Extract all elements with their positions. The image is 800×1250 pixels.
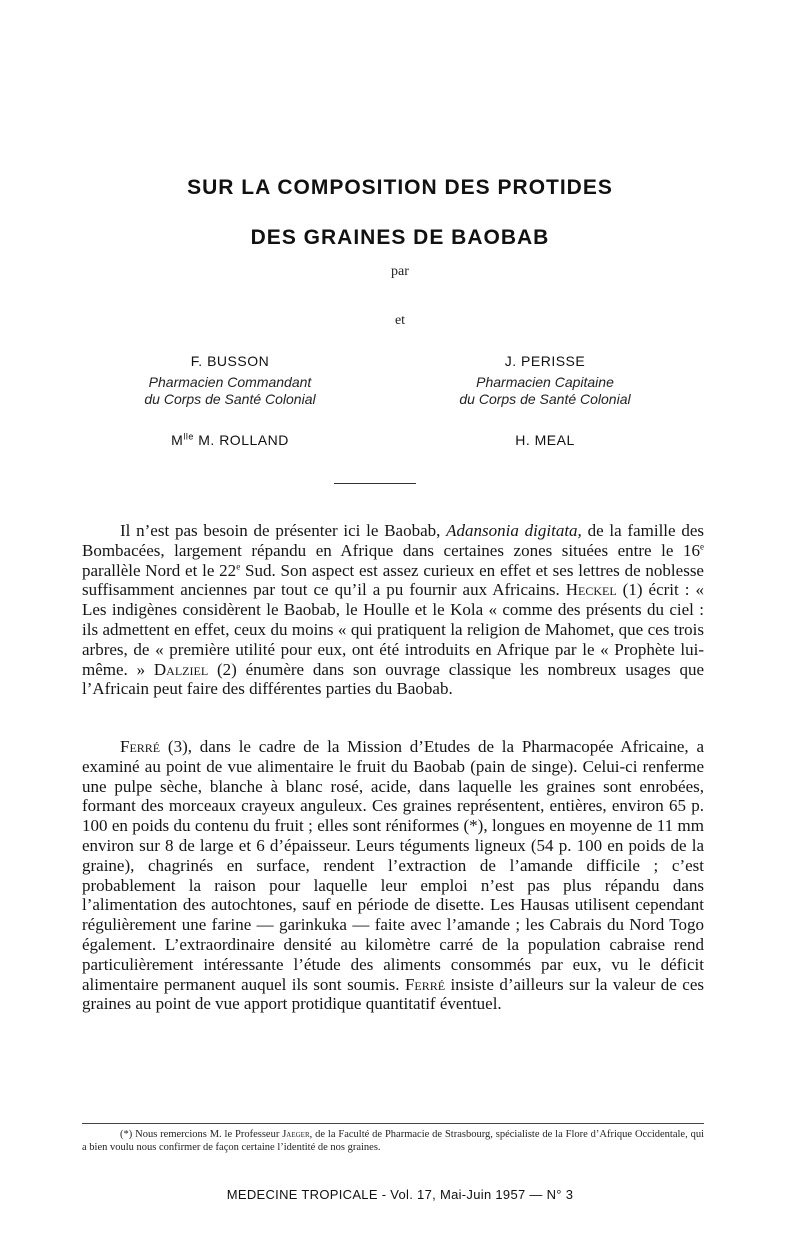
text-run: , de la Faculté de Pharmacie de Strasbourg, spécialiste de la Flore d’Afrique Occidentale, qui a bien voulu nous confirmer de façon certaine l’identité de nos graines. <box>82 1129 704 1153</box>
text-run: de la famille des Bombacées, largement répandu en Afrique dans certaines zones situées entre le 16 <box>82 521 704 560</box>
cited-author-ferre: Ferré <box>404 974 446 994</box>
text-run: (*) Nous remercions M. le Professeur <box>120 1129 283 1140</box>
article-title-line-2: DES GRAINES DE BAOBAB <box>250 226 550 249</box>
ordinal-sup: e <box>236 560 241 571</box>
author-name: M. ROLLAND <box>193 432 289 448</box>
byline-par: par <box>391 264 409 279</box>
text-run: Il n’est pas besoin de présenter ici le Baobab, <box>120 521 447 540</box>
cited-author-ferre: Ferré <box>120 737 161 756</box>
text-run: insiste d’ailleurs sur la valeur de ces graines au point de vue apport protidique quantitatif éventuel. <box>82 974 704 1014</box>
text-run: Sud. Son aspect est assez curieux en effet et ses lettres de noblesse suffisamment anciennes par tout ce qu’il a pu fournir aux Africains. <box>82 560 704 600</box>
author-title-sup: lle <box>183 431 194 442</box>
author-role: Pharmacien Capitaine <box>476 374 614 390</box>
cited-author-jaeger: Jaeger <box>282 1129 310 1140</box>
footnote <box>82 1129 704 1154</box>
article-title-line-1: SUR LA COMPOSITION DES PROTIDES <box>187 176 613 199</box>
author-meal <box>380 432 710 448</box>
cited-author-dalziel: Dalziel <box>153 659 209 679</box>
author-name: J. PERISSE <box>504 353 586 369</box>
ordinal-sup: e <box>700 541 704 552</box>
body-paragraph-1 <box>82 521 704 699</box>
text-run: (1) écrit : « Les indigènes considèrent le Baobab, le Houlle et le Kola « comme des présents du ciel : ils admettent en effet, ceux du moins « qui pratiquent la religion de Mahomet, que ces trois arbres, de « première utilité pour eux, ont été introduits en Afrique par le « Prophète lui-même. » <box>82 580 704 679</box>
footnote-rule <box>82 1123 704 1124</box>
author-busson <box>65 353 395 408</box>
text-run: parallèle Nord et le 22 <box>82 560 237 580</box>
separator-rule <box>334 483 416 484</box>
text-run: (3), dans le cadre de la Mission d’Etudes de la Pharmacopée Africaine, a examiné au point de vue alimentaire le fruit du Baobab (pain de singe). Celui-ci renferme une pulpe sèche, blanche à blanc rosé, acide, dans laquelle les graines sont enrobées, formant des morceaux crayeux anguleux. Ces graines représentent, entières, environ 65 p. 100 en poids du contenu du fruit ; elles sont réniformes (*), longues en moyenne de 11 mm environ sur 8 de large et 6 d’épaisseur. Leurs téguments ligneux (54 p. 100 en poids de la graine), chagrinés en surface, rendent l’extraction de l’amande difficile ; c’est probablement la raison pour laquelle leur emploi n’est pas plus répandu dans l’alimentation des autochtones, sauf en période de disette. Les Hausas utilisent cependant régulièrement une farine — garinkuka — faite avec l’amande ; les Cabrais du Nord Togo également. L’extraordinaire densité au kilomètre carré de la population cabraise rend particulièrement intéressante l’étude des aliments consommés par eux, vu le déficit alimentaire permanent auquel ils sont soumis. <box>82 737 704 994</box>
author-name: H. MEAL <box>515 432 575 448</box>
byline-et: et <box>394 313 406 328</box>
species-name: Adansonia digitata, <box>446 521 582 540</box>
author-rolland <box>65 432 395 448</box>
author-perisse <box>380 353 710 408</box>
cited-author-heckel: Heckel <box>565 580 617 600</box>
journal-footer: MEDECINE TROPICALE - Vol. 17, Mai-Juin 1957 — N° 3 <box>226 1187 574 1202</box>
author-title-prefix: M <box>171 432 184 448</box>
author-affiliation: du Corps de Santé Colonial <box>459 391 631 407</box>
author-affiliation: du Corps de Santé Colonial <box>144 391 316 407</box>
text-run: (2) énumère dans son ouvrage classique les nombreux usages que l’Africain peut faire des différentes parties du Baobab. <box>82 659 704 699</box>
author-name: F. BUSSON <box>190 353 270 369</box>
body-paragraph-2 <box>82 737 704 1014</box>
author-role: Pharmacien Commandant <box>148 374 312 390</box>
